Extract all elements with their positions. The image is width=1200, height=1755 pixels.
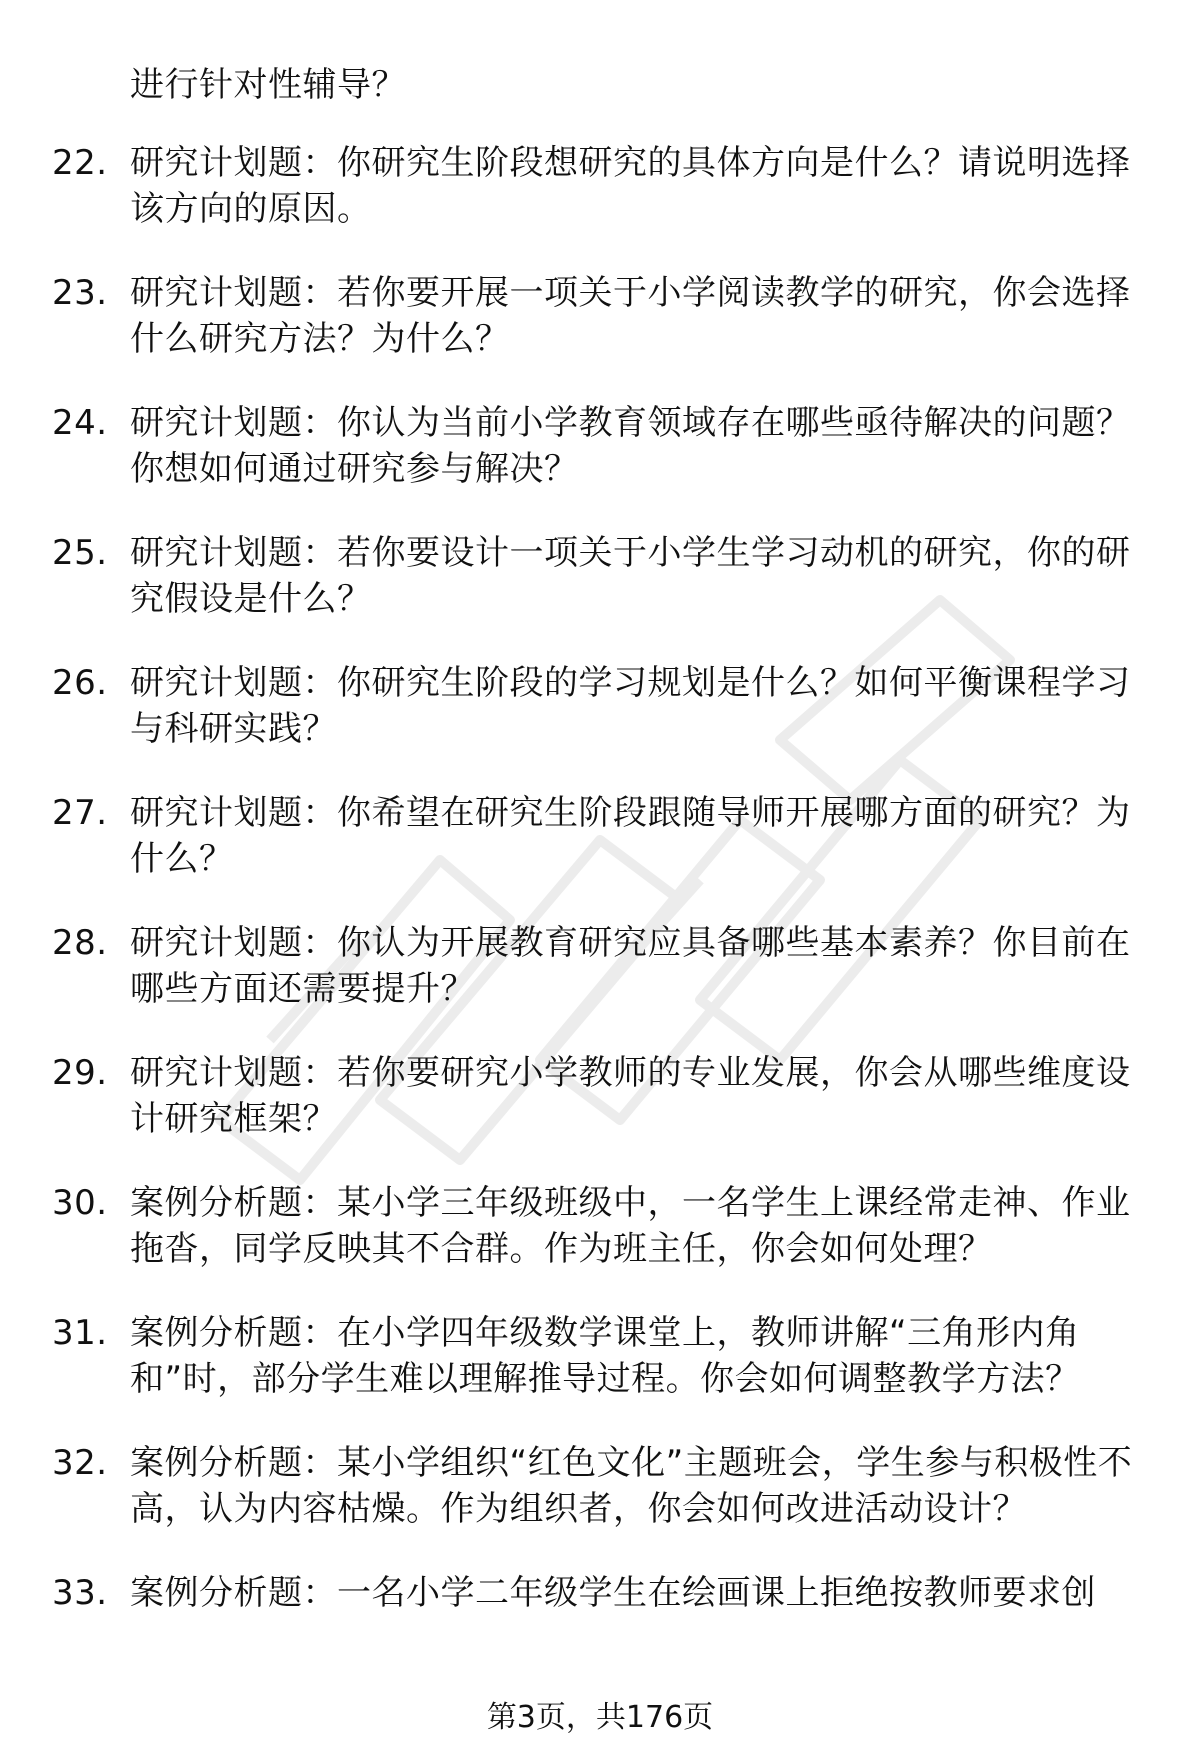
question-text: 案例分析题：某小学组织“红色文化”主题班会，学生参与积极性不高，认为内容枯燥。作为组织者，你会如何改进活动设计？ (130, 1443, 1133, 1529)
question-item (0, 530, 1140, 622)
question-number: 30. (52, 1183, 108, 1223)
question-item (0, 660, 1140, 752)
question-text: 研究计划题：若你要研究小学教师的专业发展，你会从哪些维度设计研究框架？ (130, 1053, 1131, 1139)
question-number: 33. (52, 1573, 108, 1613)
question-item (0, 1440, 1140, 1532)
question-text: 研究计划题：你认为当前小学教育领域存在哪些亟待解决的问题？你想如何通过研究参与解决？ (130, 403, 1131, 489)
question-list (0, 140, 1200, 1654)
question-number: 31. (52, 1313, 108, 1353)
question-number: 32. (52, 1443, 108, 1483)
question-item (0, 920, 1140, 1012)
question-text: 研究计划题：你认为开展教育研究应具备哪些基本素养？你目前在哪些方面还需要提升？ (130, 923, 1131, 1009)
question-item (0, 270, 1140, 362)
question-number: 24. (52, 403, 108, 443)
question-text: 案例分析题：某小学三年级班级中，一名学生上课经常走神、作业拖沓，同学反映其不合群。作为班主任，你会如何处理？ (130, 1183, 1131, 1269)
question-text: 研究计划题：你研究生阶段的学习规划是什么？如何平衡课程学习与科研实践？ (130, 663, 1131, 749)
question-number: 28. (52, 923, 108, 963)
question-number: 29. (52, 1053, 108, 1093)
question-item (0, 140, 1140, 232)
intro-continuation-line: 进行针对性辅导？ (130, 65, 406, 105)
question-text: 研究计划题：你希望在研究生阶段跟随导师开展哪方面的研究？为什么？ (130, 793, 1131, 879)
question-number: 25. (52, 533, 108, 573)
question-number: 26. (52, 663, 108, 703)
question-item (0, 1570, 1140, 1616)
question-item (0, 790, 1140, 882)
question-number: 23. (52, 273, 108, 313)
question-text: 案例分析题：在小学四年级数学课堂上，教师讲解“三角形内角和”时，部分学生难以理解推导过程。你会如何调整教学方法？ (130, 1313, 1080, 1399)
question-text: 研究计划题：若你要设计一项关于小学生学习动机的研究，你的研究假设是什么？ (130, 533, 1131, 619)
question-text: 研究计划题：你研究生阶段想研究的具体方向是什么？请说明选择该方向的原因。 (130, 143, 1131, 229)
question-item (0, 400, 1140, 492)
question-number: 22. (52, 143, 108, 183)
question-number: 27. (52, 793, 108, 833)
question-item (0, 1310, 1140, 1402)
question-text: 研究计划题：若你要开展一项关于小学阅读教学的研究，你会选择什么研究方法？为什么？ (130, 273, 1131, 359)
question-item (0, 1180, 1140, 1272)
question-text: 案例分析题：一名小学二年级学生在绘画课上拒绝按教师要求创 (130, 1573, 1096, 1613)
question-item (0, 1050, 1140, 1142)
page-footer: 第3页，共176页 (486, 1700, 714, 1735)
